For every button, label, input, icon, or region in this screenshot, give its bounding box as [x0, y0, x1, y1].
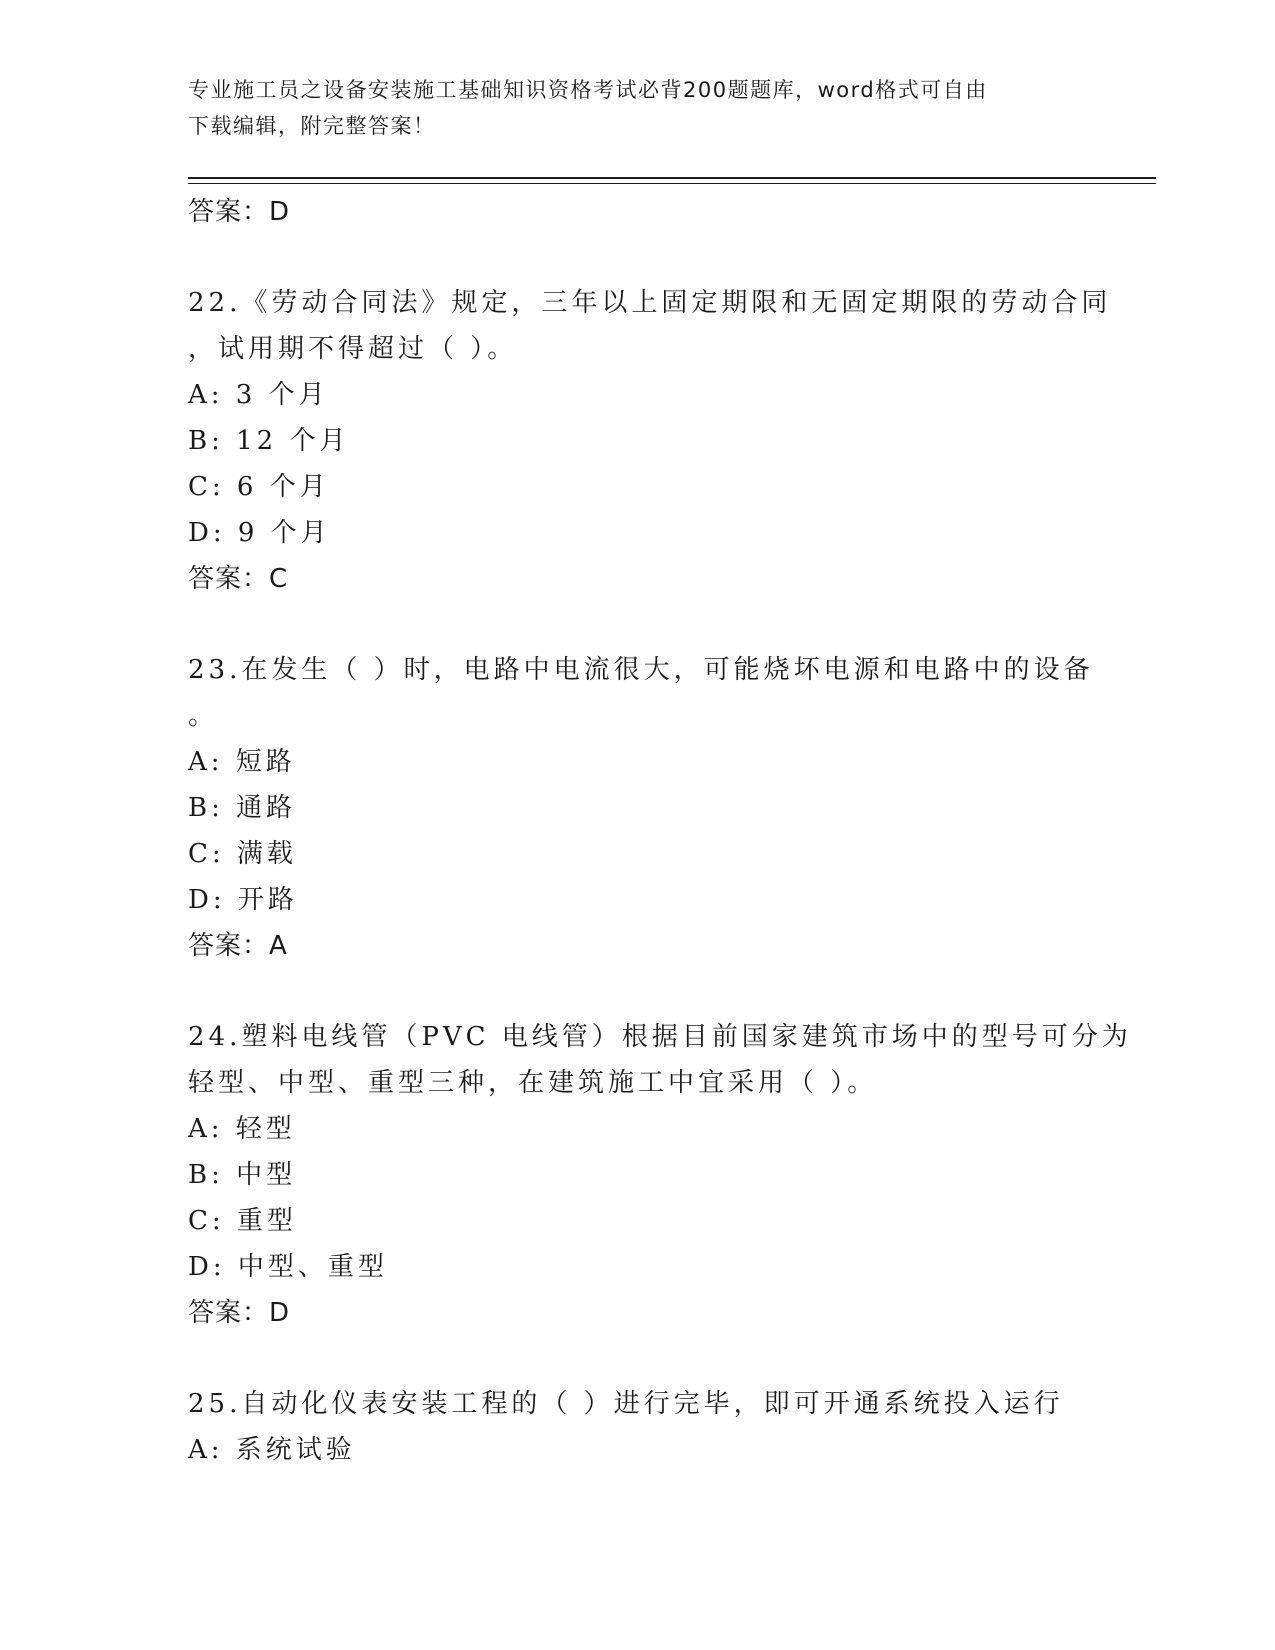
answer: 答案：A: [188, 931, 288, 961]
option-a: A: 轻型: [188, 1114, 296, 1144]
option-c: C: 6 个月: [188, 472, 330, 502]
question-23: [188, 647, 1094, 969]
question-text: 23.在发生（ ）时，电路中电流很大，可能烧坏电源和电路中的设备: [188, 655, 1094, 685]
option-b: B: 12 个月: [188, 426, 350, 456]
question-text: ，试用期不得超过（ ）。: [188, 334, 518, 364]
document-header: 专业施工员之设备安装施工基础知识资格考试必背200题题库，word格式可自由 下载编辑，附完整答案！: [188, 78, 988, 138]
option-d: D: 开路: [188, 885, 298, 915]
question-text: 轻型、中型、重型三种，在建筑施工中宜采用（ ）。: [188, 1068, 878, 1098]
question-25: [188, 1381, 1088, 1473]
question-24: [188, 1014, 1132, 1336]
option-a: A: 系统试验: [188, 1435, 356, 1465]
question-22: [188, 280, 1112, 602]
question-text: 22.《劳动合同法》规定，三年以上固定期限和无固定期限的劳动合同: [188, 288, 1112, 318]
option-d: D: 9 个月: [188, 518, 331, 548]
question-text: 24.塑料电线管（PVC 电线管）根据目前国家建筑市场中的型号可分为: [188, 1022, 1132, 1052]
option-c: C: 重型: [188, 1206, 297, 1236]
option-b: B: 通路: [188, 793, 297, 823]
header-rule-thin: [188, 183, 1156, 184]
option-d: D: 中型、重型: [188, 1252, 388, 1282]
option-c: C: 满载: [188, 839, 297, 869]
question-text: 。: [188, 701, 219, 731]
option-b: B: 中型: [188, 1160, 297, 1190]
option-a: A: 3 个月: [188, 380, 329, 410]
header-rule-thick: [188, 177, 1156, 179]
answer: 答案：D: [188, 1298, 291, 1328]
question-list: [188, 189, 1132, 1473]
option-a: A: 短路: [188, 747, 296, 777]
previous-answer: 答案：D: [188, 197, 291, 227]
question-text: 25.自动化仪表安装工程的（ ）进行完毕，即可开通系统投入运行: [188, 1389, 1064, 1419]
answer: 答案：C: [188, 564, 289, 594]
